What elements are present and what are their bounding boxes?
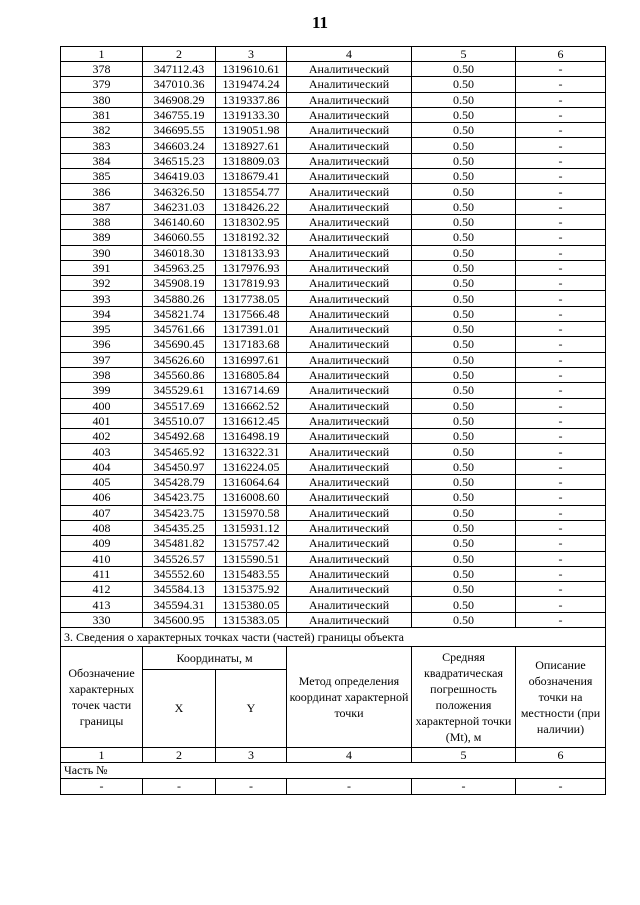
description: - (516, 62, 606, 77)
method: Аналитический (287, 352, 412, 367)
point-number: 330 (61, 612, 143, 627)
coordinate-x: 345510.07 (143, 413, 216, 428)
method: Аналитический (287, 245, 412, 260)
coordinate-y: 1316612.45 (216, 413, 287, 428)
accuracy: 0.50 (412, 322, 516, 337)
accuracy: 0.50 (412, 138, 516, 153)
point-number: 412 (61, 582, 143, 597)
point-number: 409 (61, 536, 143, 551)
point-number: 391 (61, 260, 143, 275)
table-row (61, 322, 606, 337)
table-row (61, 367, 606, 382)
point-number: 402 (61, 429, 143, 444)
coordinate-x: 345435.25 (143, 520, 216, 535)
accuracy: 0.50 (412, 245, 516, 260)
accuracy: 0.50 (412, 214, 516, 229)
description: - (516, 306, 606, 321)
table-row (61, 245, 606, 260)
column-number-row (61, 47, 606, 62)
accuracy: 0.50 (412, 398, 516, 413)
y-header: Y (216, 669, 287, 747)
coordinate-y: 1316008.60 (216, 490, 287, 505)
point-number: 388 (61, 214, 143, 229)
empty-cell: - (143, 778, 216, 794)
coordinate-x: 346419.03 (143, 169, 216, 184)
coordinate-y: 1316714.69 (216, 383, 287, 398)
coordinate-x: 345963.25 (143, 260, 216, 275)
coordinate-x: 345529.61 (143, 383, 216, 398)
point-number: 408 (61, 520, 143, 535)
accuracy: 0.50 (412, 352, 516, 367)
coordinate-y: 1316224.05 (216, 459, 287, 474)
table-row (61, 459, 606, 474)
method: Аналитический (287, 383, 412, 398)
accuracy: 0.50 (412, 582, 516, 597)
table-row (61, 184, 606, 199)
empty-cell: - (516, 778, 606, 794)
point-number: 410 (61, 551, 143, 566)
method: Аналитический (287, 230, 412, 245)
coordinate-x: 345423.75 (143, 490, 216, 505)
description: - (516, 214, 606, 229)
description: - (516, 398, 606, 413)
method: Аналитический (287, 429, 412, 444)
method: Аналитический (287, 520, 412, 535)
accuracy: 0.50 (412, 107, 516, 122)
coordinate-x: 346140.60 (143, 214, 216, 229)
coordinate-y: 1317183.68 (216, 337, 287, 352)
column-number: 6 (516, 47, 606, 62)
method: Аналитический (287, 306, 412, 321)
description: - (516, 291, 606, 306)
method: Аналитический (287, 77, 412, 92)
description: - (516, 429, 606, 444)
coordinate-x: 345428.79 (143, 475, 216, 490)
coordinate-x: 345761.66 (143, 322, 216, 337)
description: - (516, 475, 606, 490)
point-number: 382 (61, 123, 143, 138)
empty-cell: - (216, 778, 287, 794)
coordinate-y: 1318927.61 (216, 138, 287, 153)
method: Аналитический (287, 475, 412, 490)
accuracy: 0.50 (412, 184, 516, 199)
coordinate-y: 1315931.12 (216, 520, 287, 535)
accuracy: 0.50 (412, 459, 516, 474)
table-row (61, 62, 606, 77)
coordinate-y: 1318809.03 (216, 153, 287, 168)
method-header: Метод определения координат характерной точки (287, 646, 412, 747)
point-number: 403 (61, 444, 143, 459)
accuracy-header: Средняя квадратическая погрешность положения характерной точки (Mt), м (412, 646, 516, 747)
coordinate-x: 345880.26 (143, 291, 216, 306)
method: Аналитический (287, 459, 412, 474)
point-number: 379 (61, 77, 143, 92)
coordinate-x: 345560.86 (143, 367, 216, 382)
page-number: 11 (311, 13, 329, 32)
table-row (61, 337, 606, 352)
section-3-title: 3. Сведения о характерных точках части (частей) границы объекта (61, 627, 606, 646)
coordinate-y: 1318426.22 (216, 199, 287, 214)
accuracy: 0.50 (412, 490, 516, 505)
column-number: 3 (216, 747, 287, 762)
table-row (61, 551, 606, 566)
coordinate-x: 345465.92 (143, 444, 216, 459)
method: Аналитический (287, 123, 412, 138)
point-number: 395 (61, 322, 143, 337)
accuracy: 0.50 (412, 77, 516, 92)
table-row (61, 153, 606, 168)
coordinate-x: 346908.29 (143, 92, 216, 107)
coordinate-y: 1315590.51 (216, 551, 287, 566)
coordinate-x: 345423.75 (143, 505, 216, 520)
accuracy: 0.50 (412, 291, 516, 306)
point-number: 413 (61, 597, 143, 612)
coordinate-x: 346060.55 (143, 230, 216, 245)
coordinate-y: 1319133.30 (216, 107, 287, 122)
description: - (516, 107, 606, 122)
coordinate-x: 345821.74 (143, 306, 216, 321)
column-number: 1 (61, 47, 143, 62)
table-row (61, 505, 606, 520)
description: - (516, 153, 606, 168)
description: - (516, 520, 606, 535)
coordinate-x: 346695.55 (143, 123, 216, 138)
coordinate-x: 346603.24 (143, 138, 216, 153)
description: - (516, 352, 606, 367)
table-row (61, 536, 606, 551)
method: Аналитический (287, 398, 412, 413)
accuracy: 0.50 (412, 367, 516, 382)
table-row (61, 276, 606, 291)
description: - (516, 77, 606, 92)
method: Аналитический (287, 184, 412, 199)
table-row (61, 199, 606, 214)
method: Аналитический (287, 291, 412, 306)
table-row (61, 260, 606, 275)
table-row (61, 413, 606, 428)
coordinate-y: 1319337.86 (216, 92, 287, 107)
coordinate-y: 1319610.61 (216, 62, 287, 77)
coordinate-x: 345526.57 (143, 551, 216, 566)
method: Аналитический (287, 551, 412, 566)
description: - (516, 260, 606, 275)
table-row (61, 520, 606, 535)
table-row (61, 444, 606, 459)
method: Аналитический (287, 138, 412, 153)
coordinate-y: 1315375.92 (216, 582, 287, 597)
column-number: 6 (516, 747, 606, 762)
accuracy: 0.50 (412, 383, 516, 398)
coordinate-y: 1316064.64 (216, 475, 287, 490)
coordinate-y: 1319474.24 (216, 77, 287, 92)
method: Аналитический (287, 413, 412, 428)
description-header: Описание обозначения точки на местности (при наличии) (516, 646, 606, 747)
description: - (516, 199, 606, 214)
method: Аналитический (287, 367, 412, 382)
method: Аналитический (287, 153, 412, 168)
coordinate-x: 345584.13 (143, 582, 216, 597)
method: Аналитический (287, 322, 412, 337)
coordinate-y: 1317976.93 (216, 260, 287, 275)
table-row (61, 291, 606, 306)
accuracy: 0.50 (412, 444, 516, 459)
method: Аналитический (287, 566, 412, 581)
description: - (516, 322, 606, 337)
coordinate-x: 345594.31 (143, 597, 216, 612)
column-number: 5 (412, 747, 516, 762)
coordinate-x: 345492.68 (143, 429, 216, 444)
characteristic-points-table (60, 46, 606, 795)
method: Аналитический (287, 169, 412, 184)
table-row (61, 398, 606, 413)
method: Аналитический (287, 582, 412, 597)
column-number: 1 (61, 747, 143, 762)
coordinate-y: 1315483.55 (216, 566, 287, 581)
point-number: 404 (61, 459, 143, 474)
method: Аналитический (287, 107, 412, 122)
description: - (516, 367, 606, 382)
description: - (516, 245, 606, 260)
method: Аналитический (287, 214, 412, 229)
table-row (61, 352, 606, 367)
method: Аналитический (287, 337, 412, 352)
coordinate-x: 345600.95 (143, 612, 216, 627)
table-row (61, 383, 606, 398)
method: Аналитический (287, 597, 412, 612)
coordinate-y: 1317391.01 (216, 322, 287, 337)
description: - (516, 444, 606, 459)
column-number: 2 (143, 47, 216, 62)
method: Аналитический (287, 505, 412, 520)
method: Аналитический (287, 62, 412, 77)
coordinate-y: 1317566.48 (216, 306, 287, 321)
coordinate-y: 1316662.52 (216, 398, 287, 413)
accuracy: 0.50 (412, 612, 516, 627)
coordinate-x: 345690.45 (143, 337, 216, 352)
point-number: 378 (61, 62, 143, 77)
table-row (61, 77, 606, 92)
table-row (61, 490, 606, 505)
table-row (61, 475, 606, 490)
accuracy: 0.50 (412, 413, 516, 428)
coordinate-x: 345517.69 (143, 398, 216, 413)
table-row (61, 597, 606, 612)
accuracy: 0.50 (412, 92, 516, 107)
accuracy: 0.50 (412, 276, 516, 291)
accuracy: 0.50 (412, 230, 516, 245)
point-number: 406 (61, 490, 143, 505)
accuracy: 0.50 (412, 536, 516, 551)
point-number: 407 (61, 505, 143, 520)
coordinate-y: 1317819.93 (216, 276, 287, 291)
method: Аналитический (287, 199, 412, 214)
coordinate-x: 346755.19 (143, 107, 216, 122)
coordinate-x: 346231.03 (143, 199, 216, 214)
description: - (516, 597, 606, 612)
coordinate-x: 346018.30 (143, 245, 216, 260)
x-header: X (143, 669, 216, 747)
point-number: 401 (61, 413, 143, 428)
description: - (516, 230, 606, 245)
method: Аналитический (287, 612, 412, 627)
part-number-label: Часть № (61, 762, 606, 778)
point-number: 381 (61, 107, 143, 122)
method: Аналитический (287, 444, 412, 459)
accuracy: 0.50 (412, 566, 516, 581)
coordinate-y: 1316805.84 (216, 367, 287, 382)
coordinate-y: 1317738.05 (216, 291, 287, 306)
coordinate-y: 1318679.41 (216, 169, 287, 184)
coordinate-y: 1316997.61 (216, 352, 287, 367)
accuracy: 0.50 (412, 260, 516, 275)
column-number: 4 (287, 47, 412, 62)
table-row (61, 169, 606, 184)
point-number: 384 (61, 153, 143, 168)
description: - (516, 92, 606, 107)
point-number: 411 (61, 566, 143, 581)
point-number: 405 (61, 475, 143, 490)
point-number: 393 (61, 291, 143, 306)
accuracy: 0.50 (412, 597, 516, 612)
point-number: 394 (61, 306, 143, 321)
method: Аналитический (287, 260, 412, 275)
coordinate-y: 1315757.42 (216, 536, 287, 551)
point-number: 387 (61, 199, 143, 214)
column-number: 3 (216, 47, 287, 62)
accuracy: 0.50 (412, 169, 516, 184)
accuracy: 0.50 (412, 306, 516, 321)
coordinate-x: 345626.60 (143, 352, 216, 367)
coordinate-y: 1318554.77 (216, 184, 287, 199)
description: - (516, 490, 606, 505)
table-row (61, 566, 606, 581)
point-number: 385 (61, 169, 143, 184)
point-number: 398 (61, 367, 143, 382)
method: Аналитический (287, 92, 412, 107)
accuracy: 0.50 (412, 551, 516, 566)
accuracy: 0.50 (412, 520, 516, 535)
description: - (516, 383, 606, 398)
section-3-number-row (61, 747, 606, 762)
point-number: 392 (61, 276, 143, 291)
point-number: 400 (61, 398, 143, 413)
coordinate-y: 1315380.05 (216, 597, 287, 612)
point-number: 389 (61, 230, 143, 245)
point-number: 399 (61, 383, 143, 398)
accuracy: 0.50 (412, 337, 516, 352)
coordinate-y: 1316498.19 (216, 429, 287, 444)
coordinate-y: 1318302.95 (216, 214, 287, 229)
coordinate-y: 1319051.98 (216, 123, 287, 138)
description: - (516, 566, 606, 581)
description: - (516, 184, 606, 199)
accuracy: 0.50 (412, 505, 516, 520)
coordinate-x: 347112.43 (143, 62, 216, 77)
accuracy: 0.50 (412, 153, 516, 168)
description: - (516, 505, 606, 520)
table-row (61, 123, 606, 138)
accuracy: 0.50 (412, 123, 516, 138)
point-number: 390 (61, 245, 143, 260)
point-number: 386 (61, 184, 143, 199)
coordinate-x: 347010.36 (143, 77, 216, 92)
description: - (516, 276, 606, 291)
coordinate-y: 1315383.05 (216, 612, 287, 627)
description: - (516, 138, 606, 153)
table-row (61, 138, 606, 153)
coordinate-x: 345481.82 (143, 536, 216, 551)
description: - (516, 169, 606, 184)
column-number: 4 (287, 747, 412, 762)
accuracy: 0.50 (412, 475, 516, 490)
coordinate-x: 346515.23 (143, 153, 216, 168)
method: Аналитический (287, 490, 412, 505)
description: - (516, 459, 606, 474)
accuracy: 0.50 (412, 429, 516, 444)
table-row (61, 107, 606, 122)
table-row (61, 582, 606, 597)
description: - (516, 123, 606, 138)
coordinate-y: 1315970.58 (216, 505, 287, 520)
empty-cell: - (61, 778, 143, 794)
coordinates-header: Координаты, м (143, 646, 287, 669)
accuracy: 0.50 (412, 62, 516, 77)
method: Аналитический (287, 536, 412, 551)
table-row (61, 214, 606, 229)
table-row (61, 612, 606, 627)
coordinate-x: 345450.97 (143, 459, 216, 474)
table-row (61, 92, 606, 107)
point-number: 397 (61, 352, 143, 367)
coordinate-y: 1316322.31 (216, 444, 287, 459)
description: - (516, 413, 606, 428)
coordinate-x: 345552.60 (143, 566, 216, 581)
accuracy: 0.50 (412, 199, 516, 214)
point-designation-header: Обозначение характерных точек части границы (61, 646, 143, 747)
method: Аналитический (287, 276, 412, 291)
table-row (61, 230, 606, 245)
description: - (516, 582, 606, 597)
point-number: 396 (61, 337, 143, 352)
coordinate-y: 1318192.32 (216, 230, 287, 245)
point-number: 380 (61, 92, 143, 107)
column-number: 5 (412, 47, 516, 62)
description: - (516, 337, 606, 352)
coordinate-x: 346326.50 (143, 184, 216, 199)
empty-cell: - (412, 778, 516, 794)
point-number: 383 (61, 138, 143, 153)
empty-cell: - (287, 778, 412, 794)
empty-part-row (61, 778, 606, 794)
table-row (61, 429, 606, 444)
description: - (516, 612, 606, 627)
description: - (516, 551, 606, 566)
column-number: 2 (143, 747, 216, 762)
description: - (516, 536, 606, 551)
coordinate-x: 345908.19 (143, 276, 216, 291)
coordinate-y: 1318133.93 (216, 245, 287, 260)
table-row (61, 306, 606, 321)
